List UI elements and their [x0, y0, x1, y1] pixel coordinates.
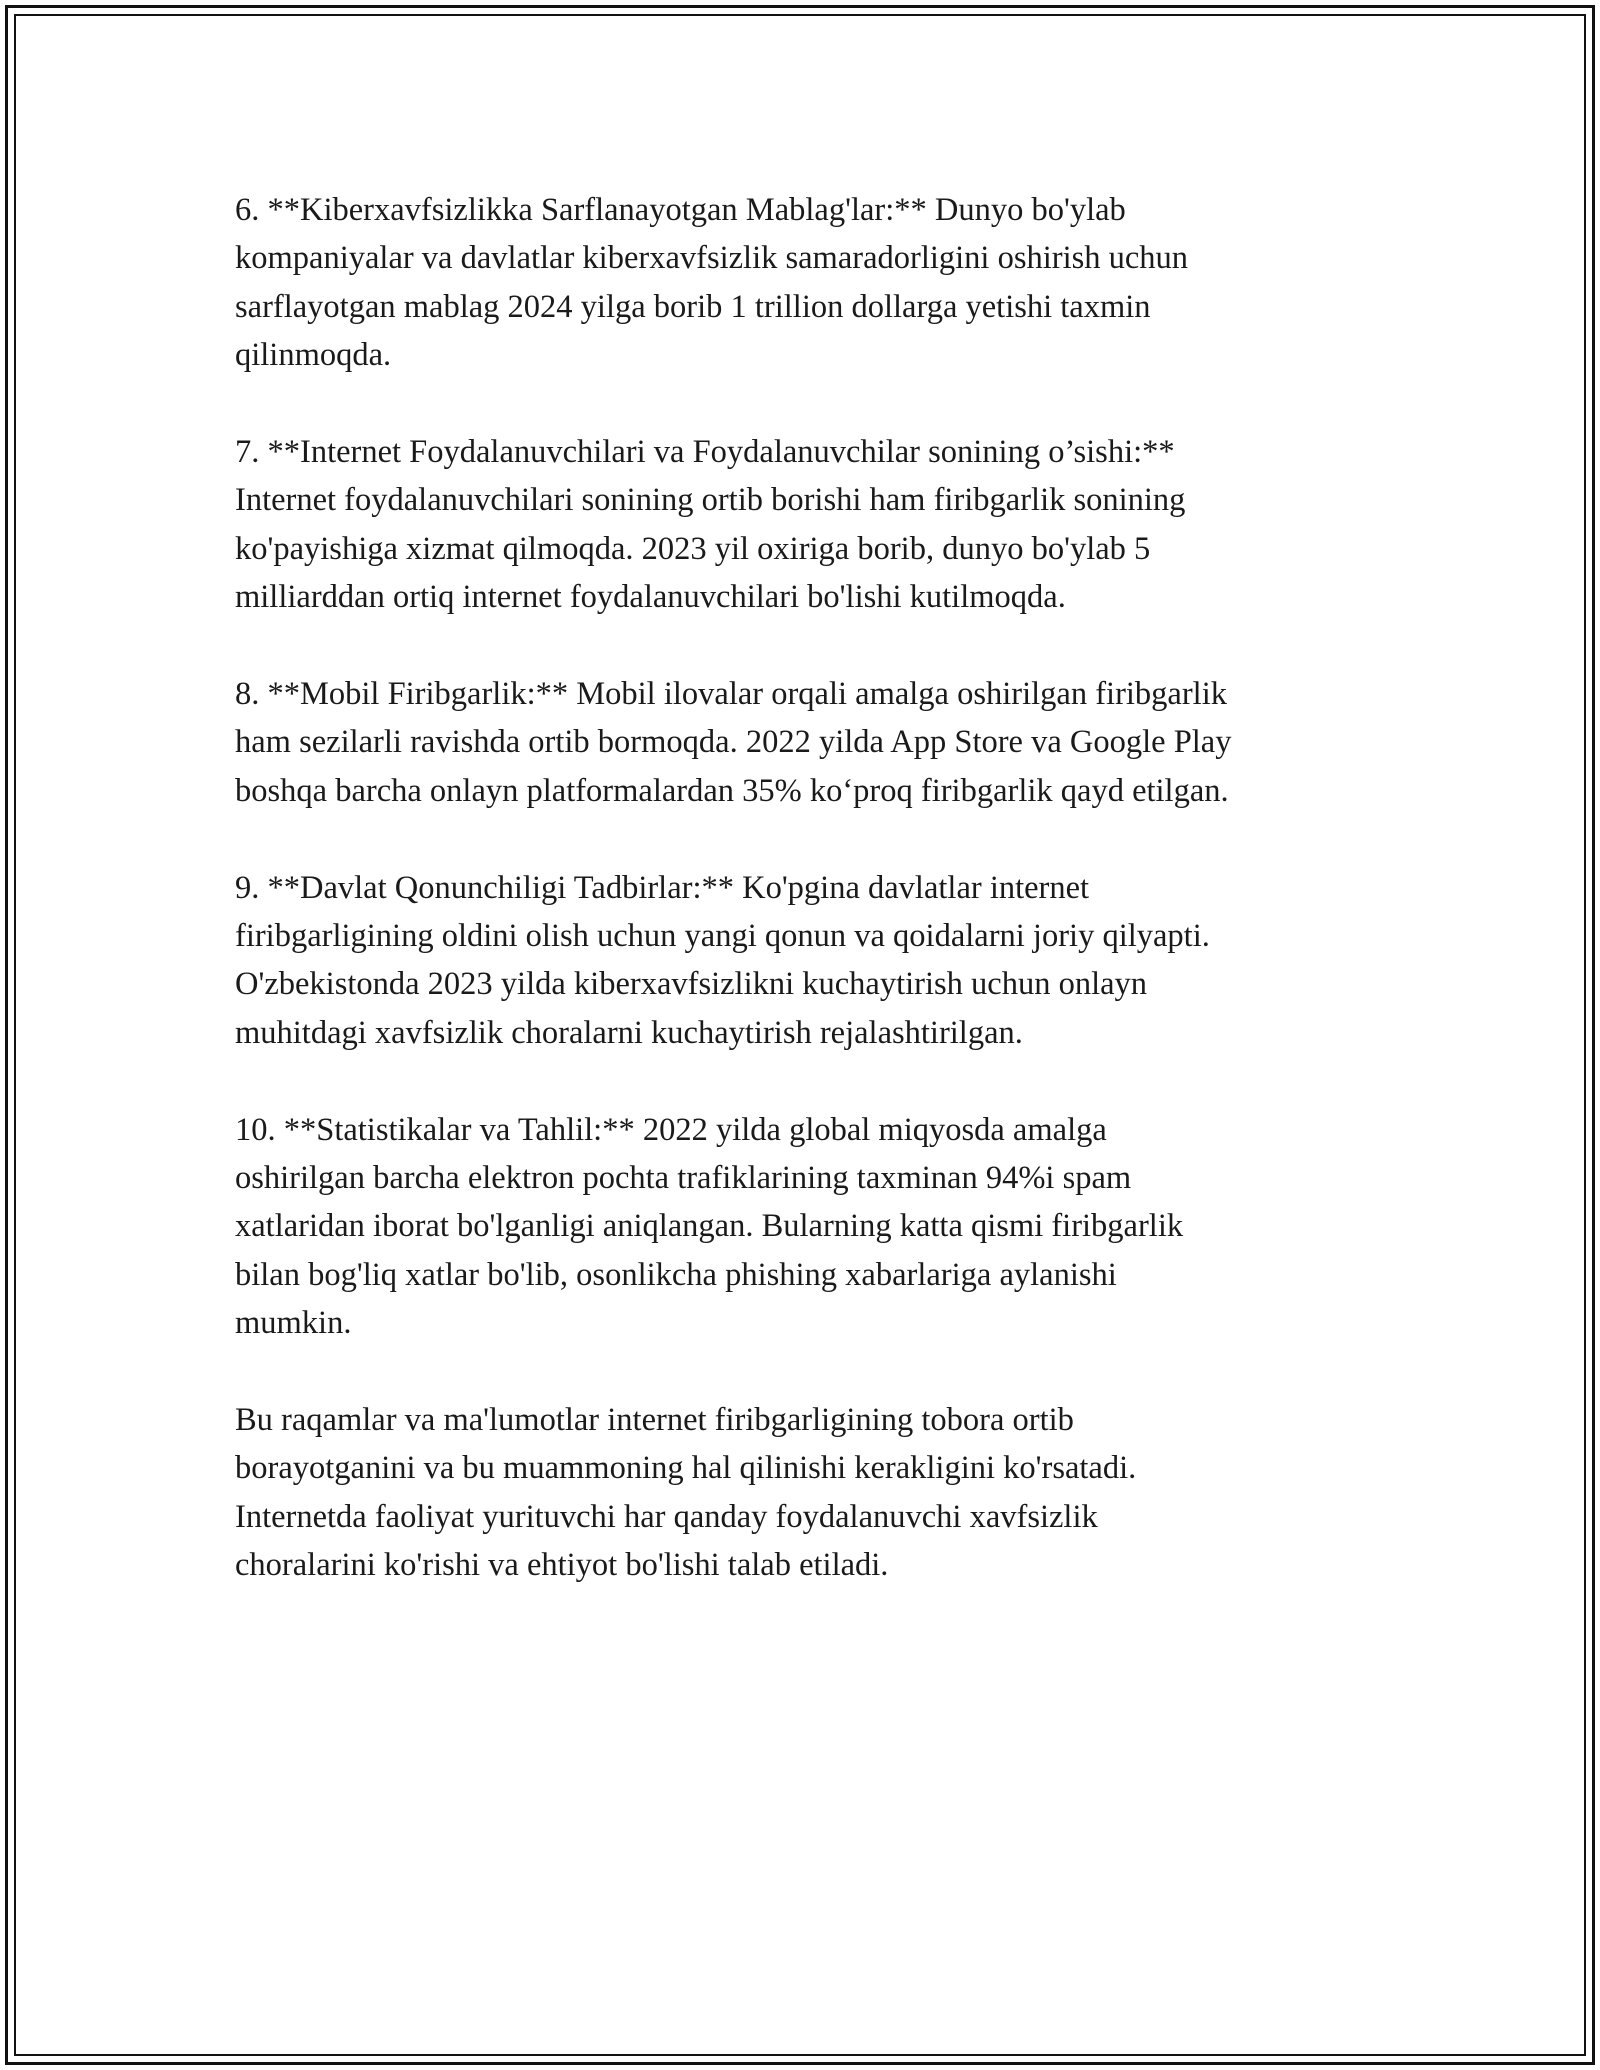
text-line: bilan bog'liq xatlar bo'lib, osonlikcha phishing xabarlariga aylanishi — [235, 1256, 1117, 1293]
text-line: 9. **Davlat Qonunchiligi Tadbirlar:** Ko'pgina davlatlar internet — [235, 869, 1090, 906]
text-line: ko'payishiga xizmat qilmoqda. 2023 yil oxiriga borib, dunyo bo'ylab 5 — [235, 530, 1151, 567]
text-line: Internetda faoliyat yurituvchi har qanday foydalanuvchi xavfsizlik — [235, 1498, 1098, 1535]
text-line: xatlaridan iborat bo'lganligi aniqlangan. Bularning katta qismi firibgarlik — [235, 1208, 1184, 1245]
text-line: 8. **Mobil Firibgarlik:** Mobil ilovalar orqali amalga oshirilgan firibgarlik — [235, 676, 1227, 713]
paragraph-item-10 — [235, 1106, 1375, 1348]
text-line: muhitdagi xavfsizlik choralarni kuchaytirish rejalashtirilgan. — [235, 1014, 1023, 1051]
paragraph-item-7 — [235, 428, 1375, 622]
text-line: 6. **Kiberxavfsizlikka Sarflanayotgan Mablag'lar:** Dunyo bo'ylab — [235, 192, 1126, 228]
paragraph-conclusion — [235, 1396, 1375, 1590]
text-line: milliarddan ortiq internet foydalanuvchilari bo'lishi kutilmoqda. — [235, 579, 1066, 616]
text-line: boshqa barcha onlayn platformalardan 35% ko‘proq firibgarlik qayd etilgan. — [235, 772, 1229, 809]
text-line: qilinmoqda. — [235, 337, 392, 374]
paragraph-item-6 — [235, 186, 1375, 380]
text-line: borayotganini va bu muammoning hal qilinishi kerakligini ko'rsatadi. — [235, 1450, 1137, 1487]
paragraph-item-8 — [235, 670, 1375, 815]
text-line: sarflayotgan mablag 2024 yilga borib 1 trillion dollarga yetishi taxmin — [235, 288, 1151, 325]
text-line: firibgarligining oldini olish uchun yangi qonun va qoidalarni joriy qilyapti. — [235, 918, 1210, 955]
text-line: mumkin. — [235, 1305, 352, 1342]
text-line: Internet foydalanuvchilari sonining ortib borishi ham firibgarlik sonining — [235, 482, 1186, 519]
text-line: kompaniyalar va davlatlar kiberxavfsizlik samaradorligini oshirish uchun — [235, 240, 1189, 277]
document-body — [235, 186, 1375, 1638]
text-line: O'zbekistonda 2023 yilda kiberxavfsizlikni kuchaytirish uchun onlayn — [235, 966, 1148, 1003]
text-line: ham sezilarli ravishda ortib bormoqda. 2022 yilda App Store va Google Play — [235, 724, 1232, 761]
text-line: Bu raqamlar va ma'lumotlar internet firibgarligining tobora ortib — [235, 1402, 1074, 1439]
text-line: 7. **Internet Foydalanuvchilari va Foydalanuvchilar sonining o’sishi:** — [235, 434, 1175, 471]
paragraph-item-9 — [235, 864, 1375, 1058]
text-line: oshirilgan barcha elektron pochta trafiklarining taxminan 94%i spam — [235, 1160, 1132, 1197]
text-line: choralarini ko'rishi va ehtiyot bo'lishi talab etiladi. — [235, 1547, 889, 1584]
text-line: 10. **Statistikalar va Tahlil:** 2022 yilda global miqyosda amalga — [235, 1111, 1107, 1148]
